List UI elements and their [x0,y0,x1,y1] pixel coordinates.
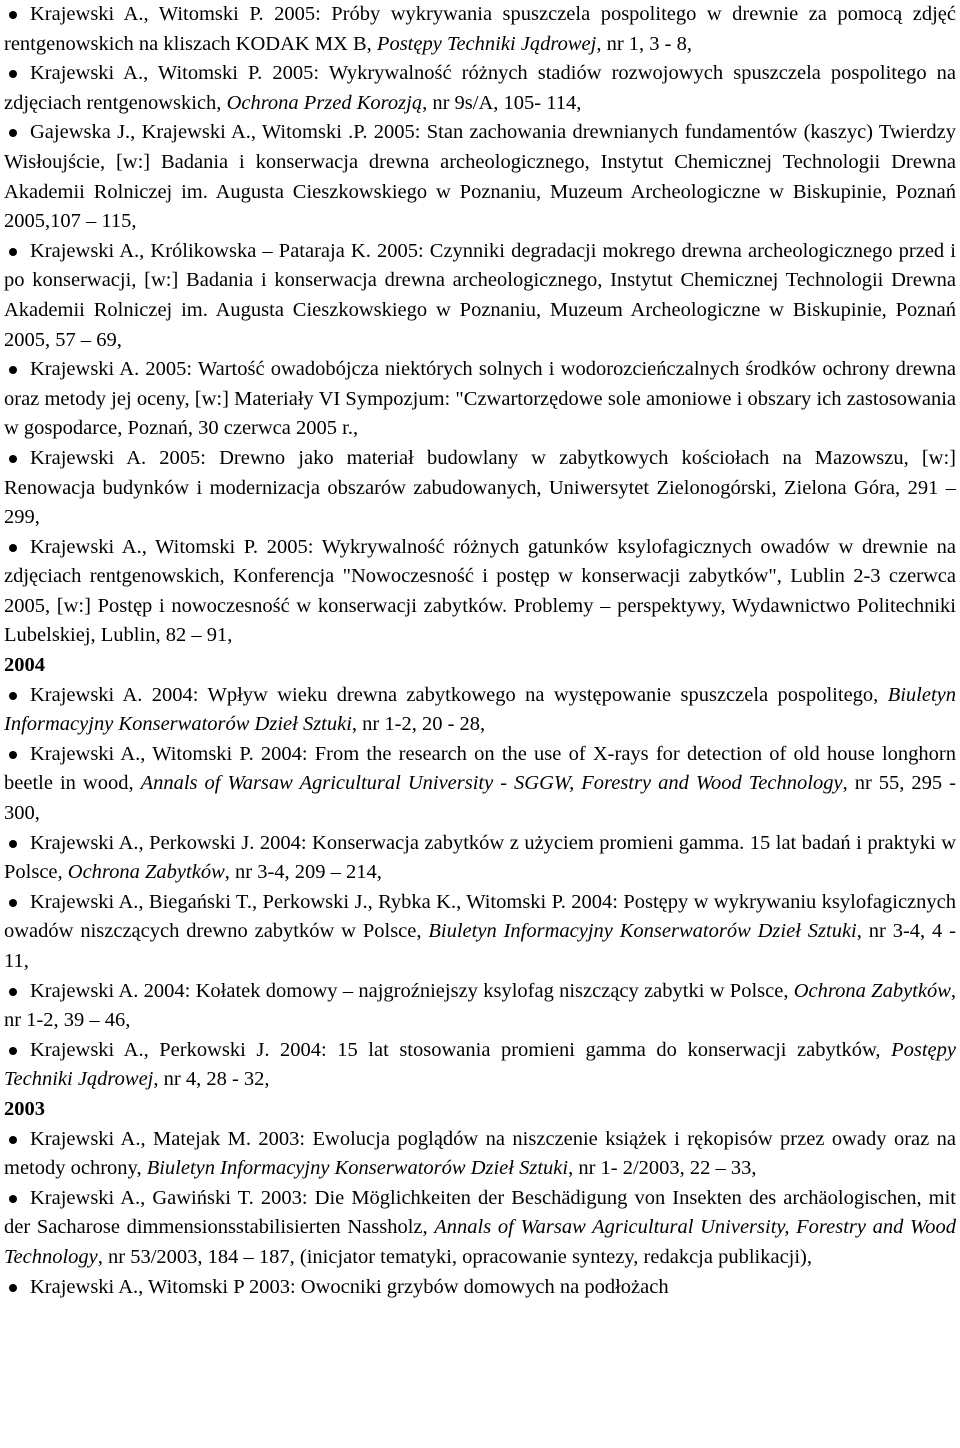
bullet-icon [9,11,17,19]
publication-title: Ochrona Przed Korozją [226,91,423,114]
entry-segment: Krajewski A., Biegański T., Perkowski J., Rybka K., Witomski P. 2004: Postępy w wykrywaniu ksylofagicznych owadów niszczących drewno zabytków w Polsce, [4,890,956,943]
entry-text [4,1184,956,1273]
publication-title: Annals of Warsaw Agricultural University, Forestry and Wood Technology [4,1216,956,1268]
entry-segment: , nr 1-2, 20 - 28, [351,713,486,736]
bibliography-entry [4,0,956,59]
entry-segment: Krajewski A., Witomski P. 2005: Wykrywalność różnych gatunków ksylofagicznych owadów w drewnie na zdjęciach rentgenowskich, Konferencja "Nowoczesność i postęp w konserwacji zabytków", Lublin 2-3 czerwca 2005, [w:] Postęp i nowoczesność w konserwacji zabytków. Problemy – perspektywy, Wydawnictwo Politechniki Lubelskiej, Lublin, 82 – 91, [4,535,956,647]
entry-segment: Krajewski A. 2004: Kołatek domowy – najgroźniejszy ksylofag niszczący zabytki w Polsce, [30,979,794,1002]
bibliography-entry [4,355,956,444]
entry-segment: Krajewski A., Królikowska – Pataraja K. 2005: Czynniki degradacji mokrego drewna archeologicznego przed i po konserwacji, [w:] Badania i konserwacja drewna archeologicznego, Instytut Chemicznej Technologii Drewna Akademii Rolniczej im. Augusta Cieszkowskiego w Poznaniu, Muzeum Archeologiczne w Biskupinie, Poznań 2005, 57 – 69, [4,239,956,351]
bullet-icon [9,1284,17,1292]
bullet-icon [9,248,17,256]
entry-text [4,740,956,829]
entry-text [4,829,956,888]
entry-text [4,0,956,59]
entry-segment: Krajewski A., Gawiński T. 2003: Die Möglichkeiten der Beschädigung von Insekten des archäologischen, mit der Sacharose dimmensionsstabilisierten Nassholz, [4,1186,956,1239]
bibliography-entry [4,1184,956,1273]
publication-title: Annals of Warsaw Agricultural University - SGGW, Forestry and Wood Technology [140,772,843,795]
entry-segment: Krajewski A. 2004: Wpływ wieku drewna zabytkowego na występowanie spuszczela pospolitego, [30,683,888,706]
entry-segment: , nr 3-4, 4 - 11, [4,920,956,972]
bibliography-entry [4,888,956,977]
entry-segment: Krajewski A., Witomski P. 2004: From the research on the use of X-rays for detection of old house longhorn beetle in wood, [4,742,956,795]
entry-text [4,888,956,977]
bullet-icon [9,1136,17,1144]
bibliography-entry [4,1036,956,1095]
entry-segment: Gajewska J., Krajewski A., Witomski .P. 2005: Stan zachowania drewnianych fundamentów (kaszyc) Twierdzy Wisłoujście, [w:] Badania i konserwacja drewna archeologicznego, Instytut Chemicznej Technologii Drewna Akademii Rolniczej im. Augusta Cieszkowskiego w Poznaniu, Muzeum Archeologiczne w Biskupinie, Poznań 2005,107 – 115, [4,121,956,233]
entry-segment: Krajewski A., Witomski P. 2005: Wykrywalność różnych stadiów rozwojowych spuszczela pospolitego na zdjęciach rentgenowskich, [4,62,956,114]
entry-segment: , nr 1-2, 39 – 46, [4,979,957,1032]
bullet-icon [9,544,17,552]
publication-title: Postępy Techniki Jądrowej [4,1038,956,1091]
bullet-icon [9,455,17,463]
entry-segment: Krajewski A., Perkowski J. 2004: Konserwacja zabytków z użyciem promieni gamma. 15 lat badań i praktyki w Polsce, [4,831,956,884]
bibliography-entry [4,681,956,740]
entry-segment: , nr 4, 28 - 32, [153,1068,270,1091]
bullet-icon [9,988,17,996]
entry-text [4,118,956,236]
publication-title: Ochrona Zabytków [67,861,225,884]
entry-segment: Krajewski A., Perkowski J. 2004: 15 lat stosowania promieni gamma do konserwacji zabytków, [30,1038,892,1061]
bibliography-entry [4,977,956,1036]
bullet-icon [9,1195,17,1203]
entry-segment: Krajewski A., Witomski P. 2005: Próby wykrywania spuszczela pospolitego w drewnie za pomocą zdjęć rentgenowskich na kliszach KODAK MX B, [4,3,956,55]
entry-text [4,1125,956,1184]
bibliography-entry [4,740,956,829]
publication-title: Postępy Techniki Jądrowej [376,32,597,55]
entry-segment: Krajewski A. 2005: Wartość owadobójcza niektórych solnych i wodorozcieńczalnych środków ochrony drewna oraz metody jej oceny, [w:] Materiały VI Sympozjum: "Czwartorzędowe sole amoniowe i obszary ich zastosowania w gospodarce, Poznań, 30 czerwca 2005 r., [4,358,956,440]
entry-segment: , nr 3-4, 209 – 214, [224,861,382,884]
bibliography-entry [4,59,956,118]
bullet-icon [9,1047,17,1055]
entry-text [4,533,956,651]
bibliography-entry [4,237,956,355]
publication-title: Ochrona Zabytków [793,979,951,1002]
entry-segment: Krajewski A., Witomski P 2003: Owocniki grzybów domowych na podłożach [30,1275,669,1298]
bullet-icon [9,751,17,759]
bibliography-entry [4,829,956,888]
bibliography-entry [4,118,956,236]
entry-text [4,59,956,118]
bibliography-entry [4,1273,956,1303]
year-heading: 2004 [4,654,45,677]
bibliography-entry [4,444,956,533]
bullet-icon [9,692,17,700]
entry-segment: , nr 55, 295 - 300, [4,772,956,825]
entry-segment: , nr 53/2003, 184 – 187, (inicjator tematyki, opracowanie syntezy, redakcja publikacji), [97,1245,813,1268]
bullet-icon [9,899,17,907]
entry-text [4,681,956,740]
entry-text [4,1036,956,1095]
publication-title: Biuletyn Informacyjny Konserwatorów Dzieł Sztuki [4,683,956,736]
entry-text [4,977,956,1036]
entry-segment: , nr 1- 2/2003, 22 – 33, [568,1157,757,1180]
entry-segment: , nr 9s/A, 105- 114, [422,91,582,114]
entry-text [4,1273,956,1303]
entry-text [4,444,956,533]
bullet-icon [9,840,17,848]
publication-title: Biuletyn Informacyjny Konserwatorów Dzieł Sztuki [428,920,857,943]
entry-segment: , nr 1, 3 - 8, [596,32,692,55]
bibliography-entry [4,1125,956,1184]
bibliography-entry [4,533,956,651]
entry-text [4,355,956,444]
publication-title: Biuletyn Informacyjny Konserwatorów Dzieł Sztuki [146,1157,569,1180]
year-heading: 2003 [4,1097,45,1120]
entry-segment: Krajewski A. 2005: Drewno jako materiał budowlany w zabytkowych kościołach na Mazowszu, [w:] Renowacja budynków i modernizacja obszarów zabudowanych, Uniwersytet Zielonogórski, Zielona Góra, 291 – 299, [4,446,956,529]
entry-segment: Krajewski A., Matejak M. 2003: Ewolucja poglądów na niszczenie książek i rękopisów przez owady oraz na metody ochrony, [4,1127,956,1180]
entry-text [4,237,956,355]
